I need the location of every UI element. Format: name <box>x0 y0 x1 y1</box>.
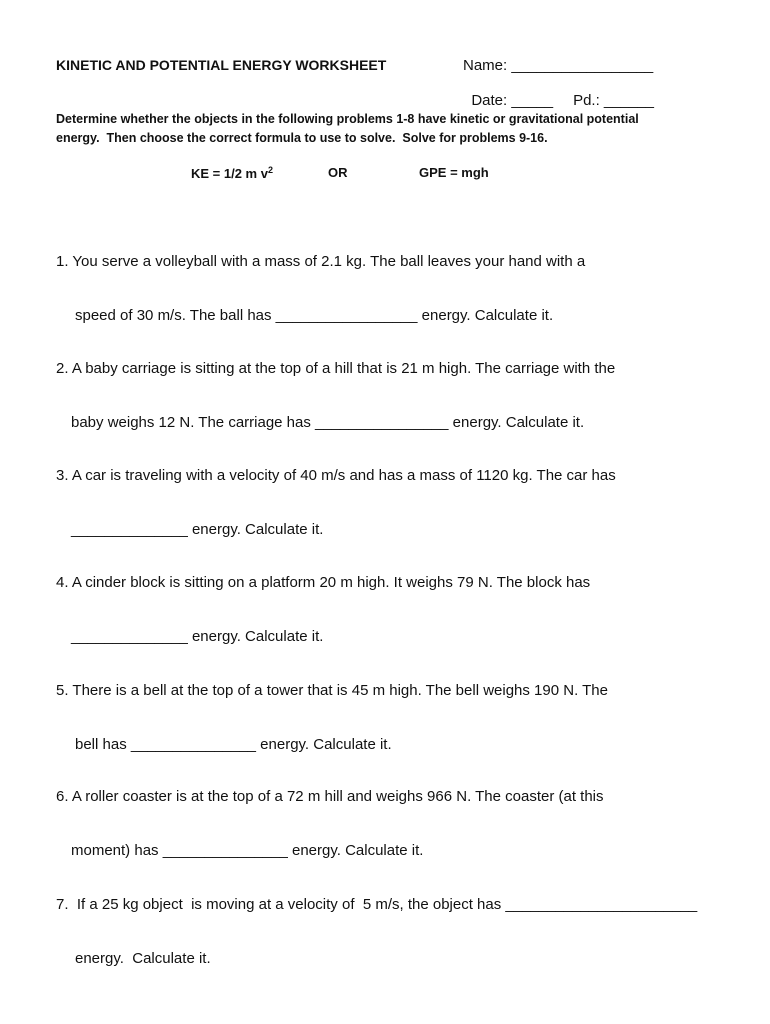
problem-4-line-1: 4. A cinder block is sitting on a platform 20 m high. It weighs 79 N. The block has <box>56 574 591 591</box>
ke-formula-exponent: 2 <box>267 165 273 175</box>
problem-7-line-1: 7. If a 25 kg object is moving at a velocity of 5 m/s, the object has _______________________ <box>56 896 698 913</box>
name-field: Name: _________________ <box>463 57 654 74</box>
date-field: Date: _____ <box>471 92 554 109</box>
kinetic-energy-formula <box>191 165 273 181</box>
problem-5-line-2: bell has _______________ energy. Calculate it. <box>75 736 392 753</box>
problem-4-line-2: ______________ energy. Calculate it. <box>71 628 324 645</box>
problem-7-line-2: energy. Calculate it. <box>75 950 211 967</box>
problem-2-line-2: baby weighs 12 N. The carriage has ________________ energy. Calculate it. <box>71 414 585 431</box>
problem-3-line-1: 3. A car is traveling with a velocity of 40 m/s and has a mass of 1120 kg. The car has <box>56 467 616 484</box>
problem-1-line-1: 1. You serve a volleyball with a mass of 2.1 kg. The ball leaves your hand with a <box>56 253 586 270</box>
instructions-line-1: Determine whether the objects in the following problems 1-8 have kinetic or gravitational potential <box>56 112 639 126</box>
formula-or: OR <box>328 165 348 180</box>
potential-energy-formula: GPE = mgh <box>419 165 489 180</box>
problem-3-line-2: ______________ energy. Calculate it. <box>71 521 324 538</box>
worksheet-title: KINETIC AND POTENTIAL ENERGY WORKSHEET <box>56 57 387 73</box>
problem-6-line-2: moment) has _______________ energy. Calculate it. <box>71 842 424 859</box>
ke-formula-base: KE = 1/2 m v <box>191 166 268 181</box>
period-field: Pd.: ______ <box>573 92 654 109</box>
problem-1-line-2: speed of 30 m/s. The ball has _________________ energy. Calculate it. <box>75 307 554 324</box>
date-period-line <box>463 75 654 109</box>
problem-6-line-1: 6. A roller coaster is at the top of a 72 m hill and weighs 966 N. The coaster (at this <box>56 788 604 805</box>
problem-7 <box>56 860 697 986</box>
problem-5-line-1: 5. There is a bell at the top of a tower that is 45 m high. The bell weighs 190 N. The <box>56 682 608 699</box>
instructions-line-2: energy. Then choose the correct formula to use to solve. Solve for problems 9-16. <box>56 131 548 145</box>
problem-2-line-1: 2. A baby carriage is sitting at the top of a hill that is 21 m high. The carriage with the <box>56 360 616 377</box>
